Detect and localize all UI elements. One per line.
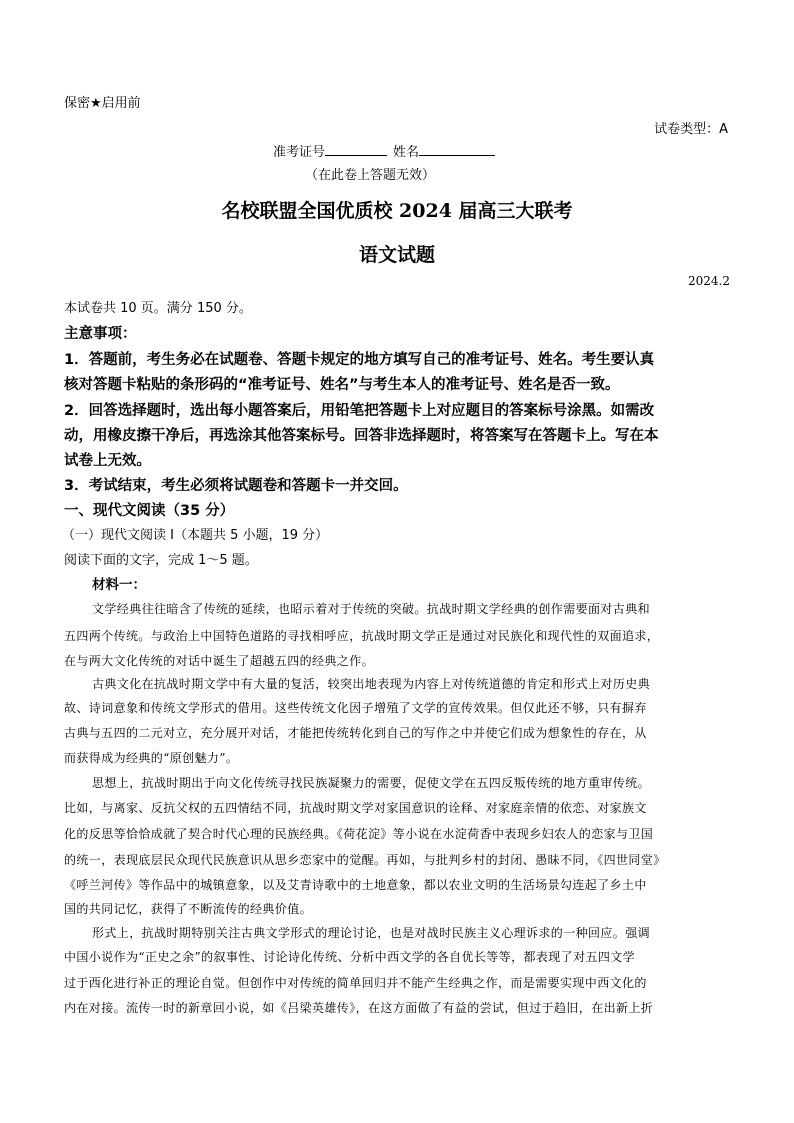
passage-line: 五四两个传统。与政治上中国特色道路的寻找相呼应，抗战时期文学正是通过对民族化和现代性的双面追求， [64,629,660,643]
passage-line: 古典文化在抗战时期文学中有大量的复活，较突出地表现为内容上对传统道德的肯定和形式上对历史典 [92,677,651,691]
passage-line: 国的共同记忆，获得了不断流传的经典价值。 [64,902,313,916]
exam-date: 2024.2 [688,274,730,288]
passage-line: 在与两大文化传统的对话中诞生了超越五四的经典之作。 [64,654,375,668]
exam-id-label: 准考证号 [273,145,326,160]
passage-line: 形式上，抗战时期特别关注古典文学形式的理论讨论，也是对战时民族主义心理诉求的一种回应。强调 [92,926,651,940]
passage-line: 过于西化进行补正的理论自觉。但创作中对传统的简单回归并不能产生经典之作，而是需要实现中西文化的 [64,976,647,990]
instruction-line: 3．考试结束，考生必须将试题卷和答题卡一并交回。 [64,478,408,494]
name-label: 姓名 [393,145,420,160]
passage-line: 内在对接。流传一时的新章回小说，如《吕梁英雄传》，在这方面做了有益的尝试，但过于趋旧，在出新上折 [64,1001,654,1015]
invalid-note: （在此卷上答题无效） [305,168,436,183]
passage-line: 的统一，表现底层民众现代民族意识从思乡恋家中的觉醒。再如，与批判乡村的封闭、愚昧不同，《四世同堂》 [64,853,666,867]
paper-intro: 本试卷共 10 页。满分 150 分。 [64,301,252,316]
instruction-line: 1．答题前，考生务必在试题卷、答题卡规定的地方填写自己的准考证号、姓名。考生要认真 [64,352,655,368]
exam-title: 名校联盟全国优质校 2024 届高三大联考 [221,200,573,222]
passage-line: 而获得成为经典的“原创魅力”。 [64,751,239,765]
instruction-line: 2．回答选择题时，选出每小题答案后，用铅笔把答题卡上对应题目的答案标号涂黑。如需改 [64,403,655,419]
passage-line: 比如，与离家、反抗父权的五四情结不同，抗战时期文学对家国意识的诠释、对家庭亲情的依恋、对家族文 [64,801,647,815]
exam-id-blank [325,143,387,156]
subject-title: 语文试题 [358,244,435,266]
passage-line: 古典与五四的二元对立，充分展开对话，才能把传统转化到自己的写作之中并使它们成为想象性的存在，从 [64,726,647,740]
passage-line: 中国小说作为“正史之余”的叙事性、讨论诗化传统、分析中西文学的各自优长等等，都表现了对五四文学 [64,950,636,964]
confidential-mark: 保密★启用前 [64,96,141,111]
paper-type: 试卷类型：A [654,122,728,137]
instruction-line: 核对答题卡粘贴的条形码的“准考证号、姓名”与考生本人的准考证号、姓名是否一致。 [64,377,620,393]
section-title: 一、现代文阅读（35 分） [64,503,235,519]
instructions-heading: 主意事项： [64,326,137,342]
section-subtitle: （一）现代文阅读 I（本题共 5 小题，19 分） [62,528,329,543]
passage-line: 文学经典往往暗含了传统的延续，也昭示着对于传统的突破。抗战时期文学经典的创作需要面对古典和 [92,602,651,616]
section-prompt: 阅读下面的文字，完成 1～5 题。 [64,553,258,568]
passage-line: 化的反思等恰恰成就了契合时代心理的民族经典。《荷花淀》等小说在水淀荷香中表现乡妇农人的恋家与卫国 [64,827,654,841]
passage-line: 故、诗词意象和传统文学形式的借用。这些传统文化因子增殖了文学的宣传效果。但仅此还不够，只有摒弃 [64,701,647,715]
instruction-line: 试卷上无效。 [64,453,151,469]
name-blank [419,143,495,156]
candidate-info [273,141,495,160]
passage-line: 思想上，抗战时期出于向文化传统寻找民族凝聚力的需要，促使文学在五四反叛传统的地方重审传统。 [92,776,651,790]
material-label: 材料一： [92,577,146,593]
instruction-line: 动，用橡皮擦干净后，再选涂其他答案标号。回答非选择题时，将答案写在答题卡上。写在本 [64,428,659,444]
passage-line: 《呼兰河传》等作品中的城镇意象，以及艾青诗歌中的土地意象，都以农业文明的生活场景勾连起了乡土中 [64,878,647,892]
